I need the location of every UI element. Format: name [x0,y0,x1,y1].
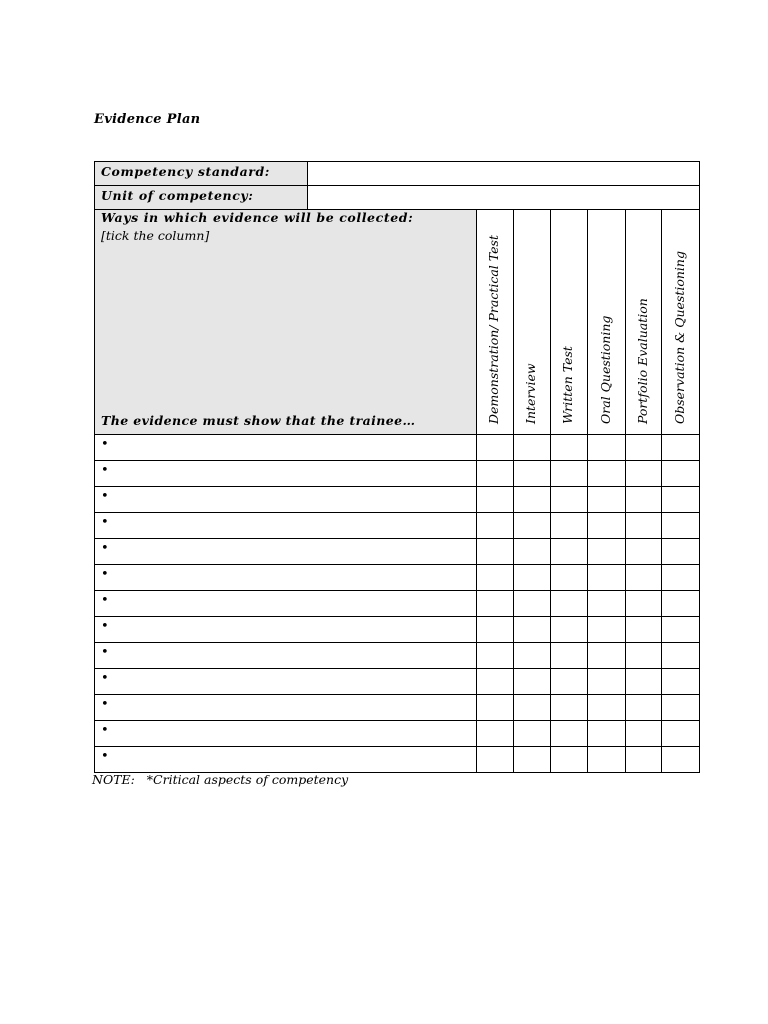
competency-standard-row [95,162,700,186]
tick-cell[interactable] [514,565,551,591]
evidence-row [95,513,700,539]
tick-cell[interactable] [551,539,588,565]
tick-cell[interactable] [477,539,514,565]
tick-cell[interactable] [514,591,551,617]
tick-cell[interactable] [477,435,514,461]
tick-cell[interactable] [514,747,551,773]
evidence-collection-header [95,210,477,435]
tick-cell[interactable] [626,435,662,461]
competency-standard-label: Competency standard: [95,162,308,186]
method-label-portfolio: Portfolio Evaluation [634,298,650,424]
tick-cell[interactable] [477,591,514,617]
note-label: NOTE: [92,772,135,787]
evidence-row [95,617,700,643]
evidence-item-cell[interactable]: • [95,747,477,773]
tick-cell[interactable] [626,591,662,617]
tick-cell[interactable] [626,539,662,565]
tick-cell[interactable] [588,565,626,591]
method-header-demonstration [477,210,514,435]
evidence-item-cell[interactable]: • [95,539,477,565]
tick-cell[interactable] [626,487,662,513]
tick-cell[interactable] [551,669,588,695]
tick-cell[interactable] [514,617,551,643]
tick-cell[interactable] [514,513,551,539]
tick-cell[interactable] [477,643,514,669]
tick-cell[interactable] [514,539,551,565]
method-label-written-test: Written Test [560,346,575,424]
page-title: Evidence Plan [94,112,201,127]
evidence-item-cell[interactable]: • [95,617,477,643]
evidence-row [95,695,700,721]
tick-cell[interactable] [551,487,588,513]
tick-cell[interactable] [588,669,626,695]
evidence-item-cell[interactable]: • [95,591,477,617]
method-header-written-test [551,210,588,435]
tick-cell[interactable] [551,617,588,643]
tick-cell[interactable] [662,591,700,617]
tick-cell[interactable] [662,487,700,513]
tick-cell[interactable] [551,591,588,617]
tick-cell[interactable] [662,461,700,487]
tick-cell[interactable] [514,435,551,461]
tick-cell[interactable] [626,695,662,721]
tick-cell[interactable] [477,487,514,513]
tick-cell[interactable] [662,435,700,461]
evidence-row [95,539,700,565]
tick-cell[interactable] [588,591,626,617]
tick-cell[interactable] [626,461,662,487]
tick-cell[interactable] [626,617,662,643]
method-header-observation [662,210,700,435]
tick-cell[interactable] [551,695,588,721]
tick-cell[interactable] [477,617,514,643]
evidence-row [95,487,700,513]
method-label-interview: Interview [523,363,538,424]
method-header-interview [514,210,551,435]
tick-cell[interactable] [477,513,514,539]
unit-of-competency-label: Unit of competency: [95,186,308,210]
tick-cell[interactable] [551,435,588,461]
tick-cell[interactable] [514,695,551,721]
evidence-intro: The evidence must show that the trainee… [101,413,416,428]
evidence-row [95,721,700,747]
evidence-row [95,591,700,617]
method-header-portfolio [626,210,662,435]
tick-cell[interactable] [588,695,626,721]
tick-cell[interactable] [588,435,626,461]
evidence-row [95,643,700,669]
tick-cell[interactable] [514,487,551,513]
evidence-item-cell[interactable]: • [95,565,477,591]
tick-cell[interactable] [662,565,700,591]
tick-cell[interactable] [662,539,700,565]
method-label-observation: Observation & Questioning [671,251,687,424]
tick-cell[interactable] [626,513,662,539]
tick-cell[interactable] [477,461,514,487]
evidence-row [95,435,700,461]
method-header-oral-questioning [588,210,626,435]
tick-cell[interactable] [551,643,588,669]
methods-header-row [95,210,700,435]
tick-cell[interactable] [588,617,626,643]
tick-cell[interactable] [626,565,662,591]
tick-cell[interactable] [662,669,700,695]
evidence-item-cell[interactable]: • [95,721,477,747]
method-label-demonstration: Demonstration/ Practical Test [486,235,501,424]
competency-standard-field[interactable] [308,162,700,186]
tick-cell[interactable] [588,461,626,487]
evidence-item-cell[interactable]: • [95,487,477,513]
tick-cell[interactable] [477,721,514,747]
tick-cell[interactable] [477,695,514,721]
unit-of-competency-row [95,186,700,210]
tick-cell[interactable] [551,721,588,747]
tick-cell[interactable] [588,721,626,747]
tick-cell[interactable] [626,643,662,669]
tick-cell[interactable] [588,643,626,669]
evidence-row [95,461,700,487]
evidence-row [95,669,700,695]
tick-cell[interactable] [551,461,588,487]
tick-cell[interactable] [662,721,700,747]
tick-cell[interactable] [626,747,662,773]
tick-cell[interactable] [588,513,626,539]
evidence-item-cell[interactable]: • [95,461,477,487]
note-text: *Critical aspects of competency [146,772,349,787]
evidence-item-cell[interactable]: • [95,513,477,539]
evidence-item-cell[interactable]: • [95,669,477,695]
tick-cell[interactable] [662,617,700,643]
evidence-row [95,747,700,773]
method-label-oral-questioning: Oral Questioning [597,315,613,424]
tick-cell[interactable] [662,513,700,539]
evidence-row [95,565,700,591]
evidence-item-cell[interactable]: • [95,435,477,461]
note [92,772,348,787]
tick-cell[interactable] [514,461,551,487]
evidence-item-cell[interactable]: • [95,643,477,669]
tick-cell[interactable] [477,565,514,591]
tick-cell[interactable] [588,539,626,565]
evidence-item-cell[interactable]: • [95,695,477,721]
tick-cell[interactable] [662,747,700,773]
tick-cell[interactable] [588,747,626,773]
tick-cell[interactable] [588,487,626,513]
tick-instruction: [tick the column] [101,228,210,243]
tick-cell[interactable] [514,721,551,747]
tick-cell[interactable] [551,565,588,591]
tick-cell[interactable] [626,721,662,747]
ways-label: Ways in which evidence will be collected: [101,210,414,225]
evidence-plan-table [94,161,700,773]
tick-cell[interactable] [514,669,551,695]
tick-cell[interactable] [551,513,588,539]
tick-cell[interactable] [477,747,514,773]
tick-cell[interactable] [514,643,551,669]
tick-cell[interactable] [477,669,514,695]
tick-cell[interactable] [551,747,588,773]
tick-cell[interactable] [662,643,700,669]
unit-of-competency-field[interactable] [308,186,700,210]
tick-cell[interactable] [662,695,700,721]
tick-cell[interactable] [626,669,662,695]
